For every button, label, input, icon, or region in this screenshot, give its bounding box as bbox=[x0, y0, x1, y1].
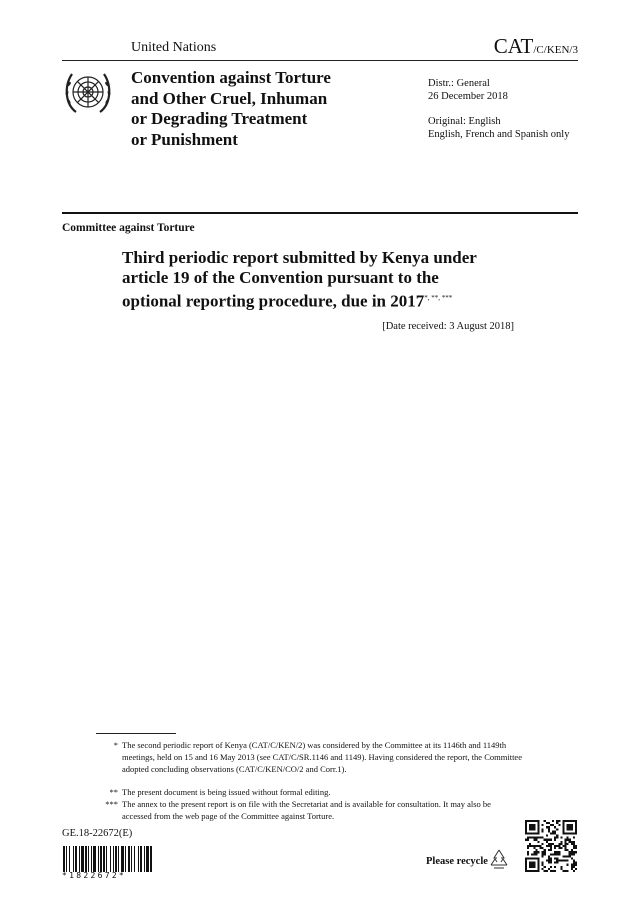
available-languages: English, French and Spanish only bbox=[428, 129, 570, 140]
convention-title-line: and Other Cruel, Inhuman bbox=[131, 88, 328, 108]
barcode-number: *1822672* bbox=[62, 871, 127, 880]
footnote-text: The second periodic report of Kenya (CAT/C/KEN/2) was considered by the Committee at its 1146th and 1149th meetings, held on 15 and 16 May 2013 (see CAT/C/SR.1146 and 1149). Having considered the report, the Committee adopted concluding observations (CAT/C/KEN/CO/2 and Corr.1). bbox=[122, 740, 522, 774]
footnote-mark: ** bbox=[109, 787, 118, 797]
language-info bbox=[428, 115, 569, 141]
header-rule bbox=[62, 60, 578, 61]
report-title-line bbox=[122, 288, 542, 312]
committee-name: Committee against Torture bbox=[62, 222, 195, 234]
original-language: Original: English bbox=[428, 116, 501, 127]
footnote bbox=[92, 799, 522, 823]
job-number: GE.18-22672(E) bbox=[62, 828, 133, 839]
report-title-line-text: optional reporting procedure, due in 2017 bbox=[122, 291, 425, 311]
footnote-mark: * bbox=[113, 740, 118, 750]
document-symbol-suffix: /C/KEN/3 bbox=[533, 44, 578, 56]
barcode-icon bbox=[62, 846, 154, 872]
footnote-mark: *** bbox=[105, 799, 118, 809]
recycle-icon bbox=[488, 848, 510, 870]
footnote bbox=[92, 740, 522, 775]
footnote-rule bbox=[96, 733, 176, 734]
footnote bbox=[92, 787, 522, 799]
document-symbol-main: CAT bbox=[493, 34, 534, 58]
recycle-label: Please recycle bbox=[426, 856, 488, 867]
convention-title-line: Convention against Torture bbox=[131, 68, 331, 87]
report-title bbox=[122, 248, 542, 312]
footnote-reference-marks: *, **, *** bbox=[424, 294, 453, 302]
report-title-line: Third periodic report submitted by Kenya under bbox=[122, 248, 477, 267]
date-received: [Date received: 3 August 2018] bbox=[382, 321, 514, 332]
distribution-date: 26 December 2018 bbox=[428, 91, 508, 102]
qr-code-icon bbox=[525, 820, 577, 872]
convention-title-line: or Punishment bbox=[131, 129, 238, 149]
distribution-status: Distr.: General bbox=[428, 78, 490, 89]
un-emblem-icon bbox=[62, 66, 114, 118]
organization-name: United Nations bbox=[131, 40, 217, 55]
report-title-line: article 19 of the Convention pursuant to the bbox=[122, 268, 439, 287]
convention-title-line: or Degrading Treatment bbox=[131, 109, 308, 128]
distribution-info bbox=[428, 77, 508, 103]
document-symbol bbox=[494, 34, 578, 59]
section-rule bbox=[62, 212, 578, 214]
convention-title bbox=[131, 68, 331, 150]
footnote-text: The present document is being issued without formal editing. bbox=[122, 787, 331, 797]
footnote-text: The annex to the present report is on file with the Secretariat and is available for consultation. It may also be accessed from the web page of the Committee against Torture. bbox=[122, 799, 491, 821]
